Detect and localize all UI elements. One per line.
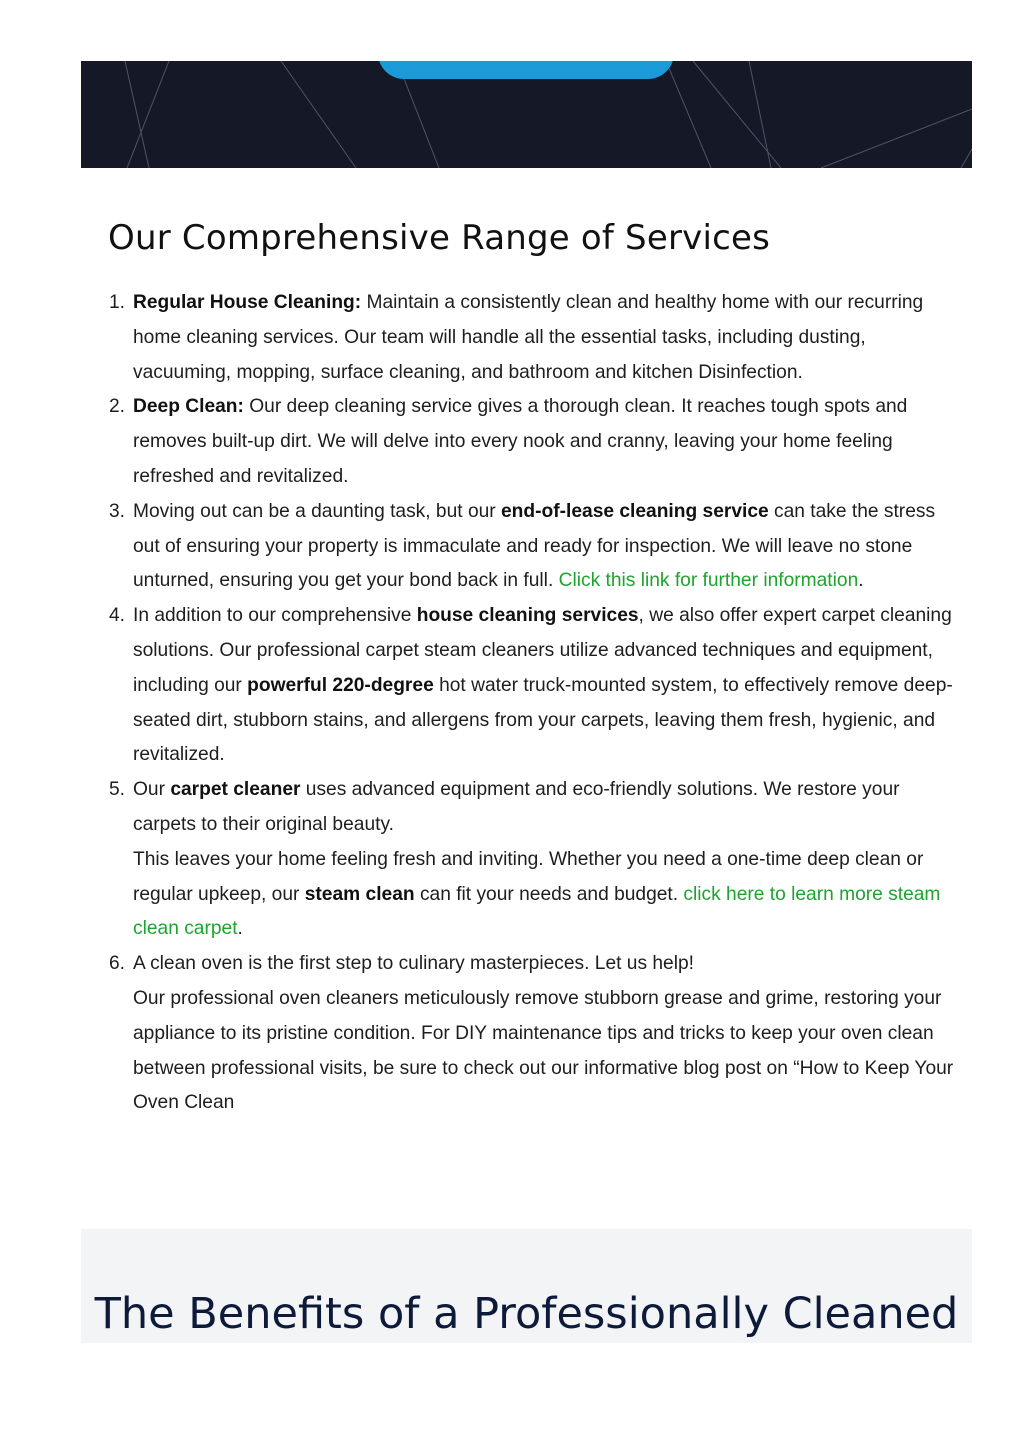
service-description: can fit your needs and budget. [414,883,684,905]
list-item [133,390,959,494]
service-description: , we also offer expert carpet cleaning solutions. Our professional carpet steam cleaners utilize advanced techniques and equipment, including our [133,605,952,696]
service-intro: A clean oven is the first step to culinary masterpieces. Let us help! [133,953,694,975]
benefits-title: The Benefits of a Professionally Cleaned [94,1289,959,1339]
hero-cta-button[interactable] [378,61,674,79]
service-description: uses advanced equipment and eco-friendly solutions. We restore your carpets to their original beauty. [133,779,900,835]
service-intro: Moving out can be a daunting task, but our [133,500,502,522]
list-item: Moving out can be a daunting task, but our end-of-lease cleaning service can take the stress out of ensuring your property is immaculate and ready for inspection. We will leave no stone unturned, ensuring you get your bond back in full. Click this link for further information. [133,500,936,592]
service-description: hot water truck-mounted system, to effectively remove deep-seated dirt, stubborn stains, and allergens from your carpets, leaving them fresh, hygienic, and revitalized. [133,674,953,766]
service-name: carpet cleaner [170,779,301,801]
list-item [133,286,959,390]
service-intro: In addition to our comprehensive [133,605,417,627]
section-title: Our Comprehensive Range of Services [108,218,771,258]
service-description: This leaves your home feeling fresh and inviting. Whether you need a one-time deep clean or regular upkeep, our [133,848,924,905]
service-intro: Our [133,779,171,801]
service-description: Our deep cleaning service gives a thorough clean. It reaches tough spots and removes built-up dirt. We will delve into every nook and cranny, leaving your home feeling refreshed and revitalized. [133,396,908,487]
service-description: Our professional oven cleaners meticulously remove stubborn grease and grime, restoring your appliance to its pristine condition. For DIY maintenance tips and tricks to keep your oven clean between professional visits, be sure to check out our informative blog post on “How to Keep Your Oven Clean [133,987,954,1114]
services-list [133,286,959,1121]
hero-banner [81,61,972,168]
list-item [133,599,959,773]
service-name: Deep Clean: [133,396,244,418]
service-name: end-of-lease cleaning service [501,500,769,522]
service-name: Regular House Cleaning: [133,292,362,313]
end-of-lease-info-link[interactable]: Click this link for further information [558,570,859,592]
service-description: Maintain a consistently clean and healthy home with our recurring home cleaning services. Our team will handle all the essential tasks, including dusting, vacuuming, mopping, surface cleaning, and bathroom and kitchen Disinfection. [133,292,924,383]
benefits-section [81,1229,972,1343]
service-name: house cleaning services [416,605,639,627]
service-description: can take the stress out of ensuring your property is immaculate and ready for inspection. We will leave no stone unturned, ensuring you get your bond back in full. [133,500,936,592]
list-item [133,947,959,1121]
service-highlight: powerful 220-degree [247,674,434,696]
list-item: Our carpet cleaner uses advanced equipment and eco-friendly solutions. We restore your carpets to their original beauty. This leaves your home feeling fresh and inviting. Whether you need a one-time deep clean or regular upkeep, our steam clean can fit your needs and budget. click here to learn more steam clean carpet. [133,779,941,940]
service-highlight: steam clean [304,883,415,905]
steam-clean-link[interactable]: click here to learn more steam clean carpet [133,883,941,940]
